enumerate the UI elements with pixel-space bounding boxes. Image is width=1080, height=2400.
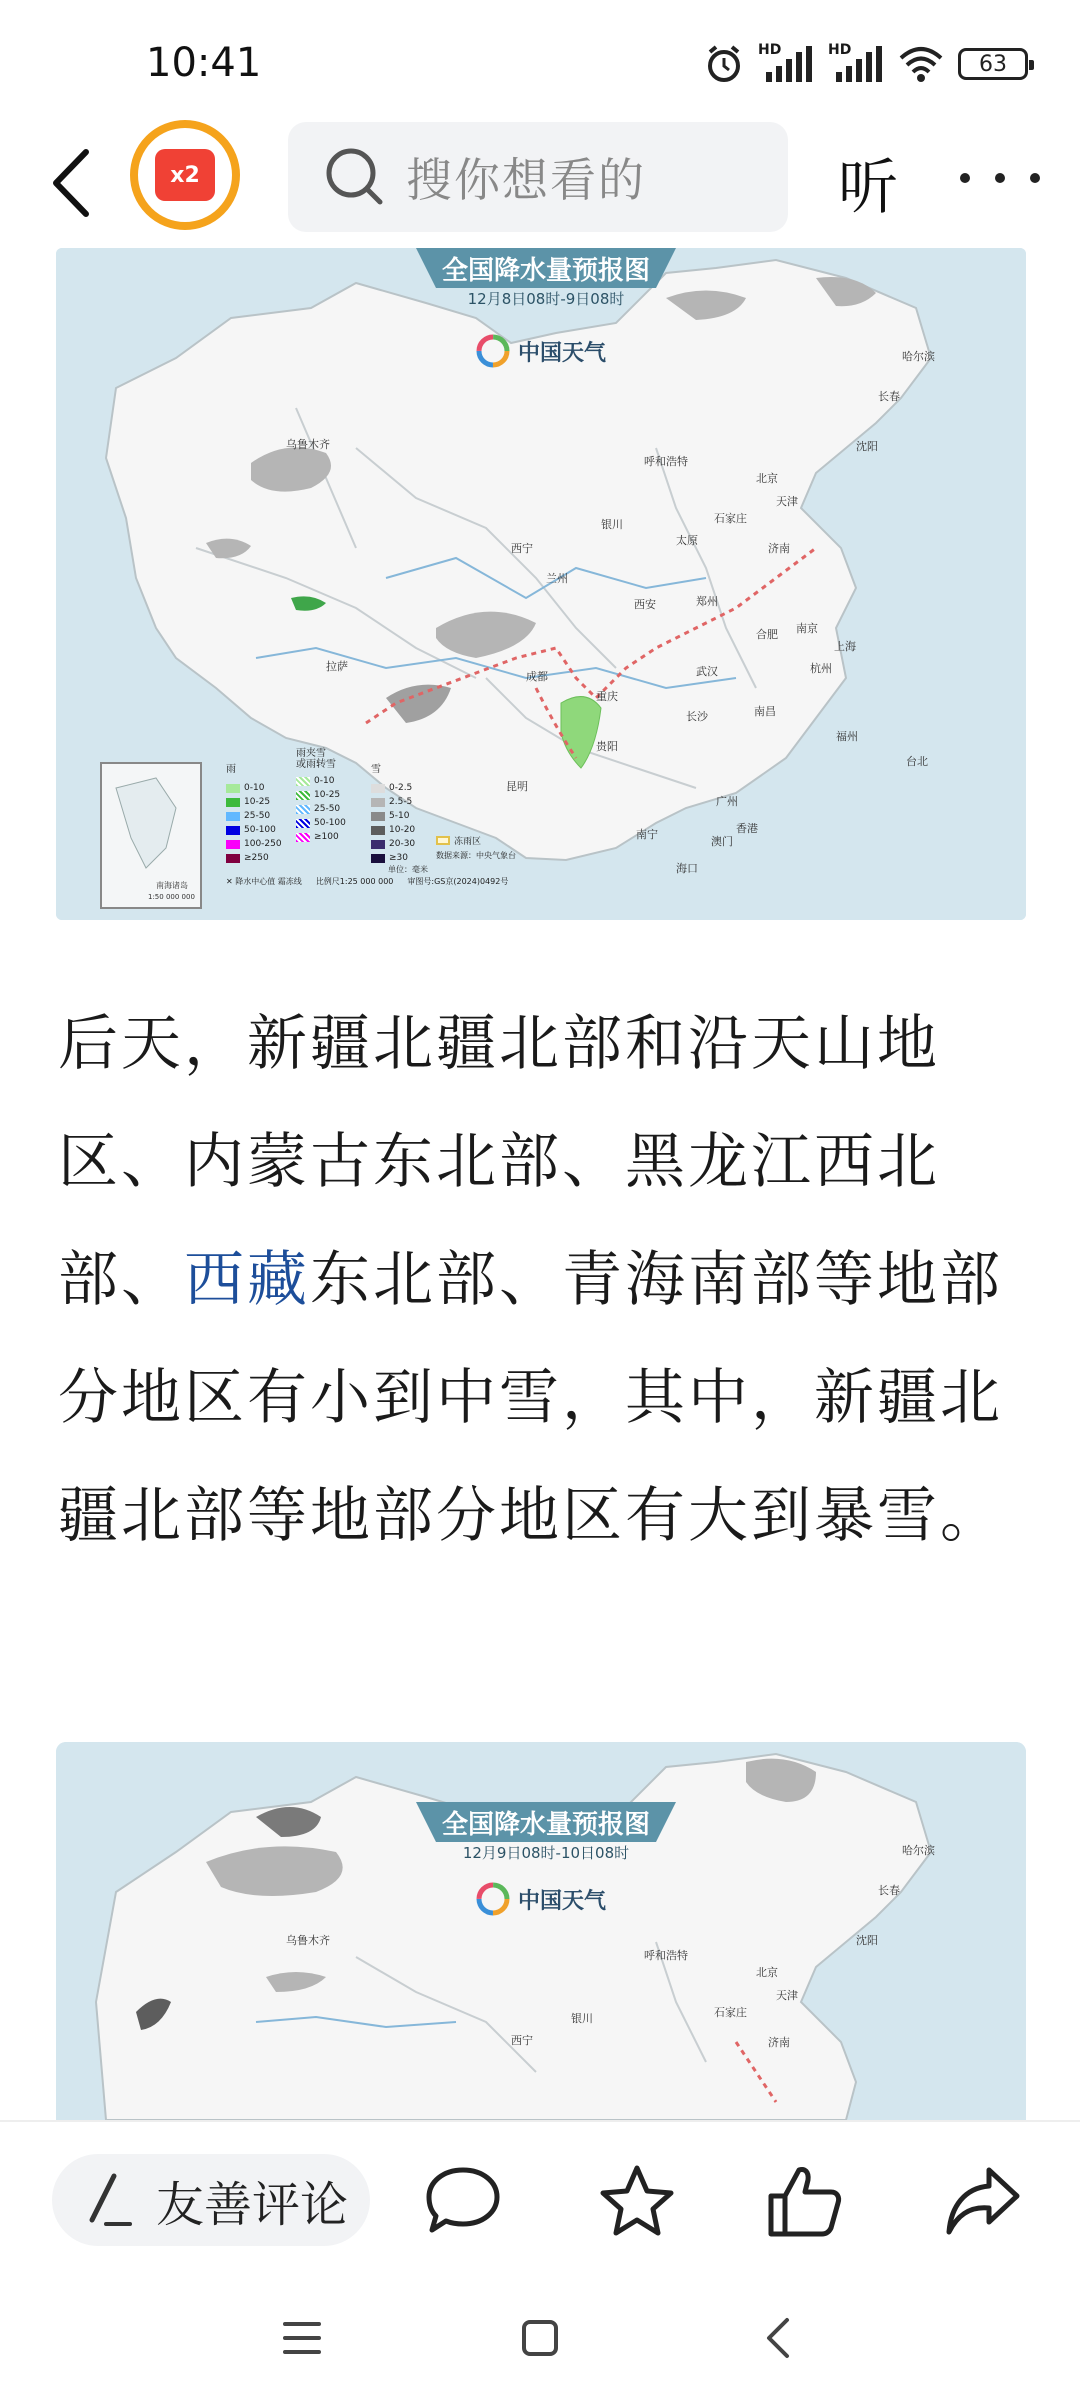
legend-item-label: 10-25	[314, 790, 341, 800]
article-paragraph	[58, 985, 1026, 1575]
pen-icon	[84, 2172, 134, 2228]
listen-button[interactable]: 听	[838, 153, 898, 223]
legend-item	[226, 781, 282, 795]
city-label: 呼和浩特	[644, 1949, 688, 1962]
city-label: 上海	[834, 640, 856, 653]
city-label: 呼和浩特	[644, 455, 688, 468]
legend-item-label: 10-20	[389, 825, 416, 835]
city-label: 海口	[676, 862, 698, 875]
comment-input-button[interactable]	[52, 2154, 370, 2246]
legend-item	[226, 823, 282, 837]
city-label: 北京	[756, 1966, 778, 1979]
city-label: 北京	[756, 472, 778, 485]
legend-swatch	[371, 840, 385, 849]
legend-mix-title: 雨夹雪 或雨转雪	[296, 748, 336, 770]
map1-inset-label: 南海诸岛	[156, 881, 188, 890]
legend-unit: 单位：毫米	[388, 865, 428, 874]
map1-review: 审图号:GS京(2024)0492号	[407, 877, 509, 886]
legend-swatch	[226, 854, 240, 863]
legend-swatch	[436, 836, 450, 845]
map2-date-range: 12月9日08时-10日08时	[462, 1844, 630, 1862]
system-nav-bar	[0, 2272, 1080, 2400]
legend-item	[226, 851, 282, 865]
city-label: 南宁	[636, 828, 658, 841]
city-label: 沈阳	[856, 1934, 878, 1947]
map1-brand-name: 中国天气	[518, 340, 607, 366]
reward-badge-button[interactable]	[130, 120, 240, 230]
city-label: 银川	[571, 2012, 593, 2025]
top-nav	[0, 118, 1080, 248]
legend-item-label: 0-2.5	[389, 783, 413, 793]
more-options-button[interactable]	[960, 138, 1040, 218]
city-label: 银川	[601, 518, 623, 531]
like-button[interactable]	[762, 2158, 848, 2244]
legend-item-label: 25-50	[314, 804, 341, 814]
chevron-left-icon	[48, 148, 92, 218]
more-dot	[995, 173, 1005, 183]
city-label: 昆明	[506, 780, 528, 793]
map1-date-range: 12月8日08时-9日08时	[467, 290, 625, 308]
signal-bars-icon	[828, 46, 884, 82]
legend-item	[371, 809, 415, 823]
legend-item-label: 0-10	[244, 783, 265, 793]
signal-2-hd: HD	[828, 42, 852, 58]
legend-item	[226, 837, 282, 851]
legend-snow-title: 雪	[371, 764, 381, 775]
signal-2	[828, 42, 884, 82]
city-label: 西宁	[511, 2034, 533, 2047]
home-button[interactable]	[510, 2308, 570, 2368]
city-label: 合肥	[756, 628, 778, 641]
star-icon	[597, 2162, 677, 2240]
status-time: 10:41	[146, 40, 262, 86]
legend-item	[226, 795, 282, 809]
forecast-map-image-2[interactable]	[56, 1742, 1026, 2120]
map1-title: 全国降水量预报图	[441, 256, 650, 286]
legend-snow-column	[371, 760, 415, 865]
city-label: 西安	[634, 598, 656, 611]
alarm-icon	[704, 44, 744, 84]
map2-title: 全国降水量预报图	[441, 1810, 650, 1840]
legend-rain-title: 雨	[226, 764, 236, 775]
article-text-after: 东北部、青海南部等地部分地区有小到中雪，其中，新疆北疆北部等地部分地区有大到暴雪。	[58, 1245, 1003, 1551]
signal-1	[758, 42, 814, 82]
city-label: 广州	[716, 795, 738, 808]
legend-item	[296, 830, 346, 844]
legend-item-label: 0-10	[314, 776, 335, 786]
search-input[interactable]	[288, 122, 788, 232]
map1-scale: 比例尺1:25 000 000	[315, 877, 394, 886]
share-button[interactable]	[940, 2158, 1026, 2244]
legend-item	[296, 788, 346, 802]
recent-apps-button[interactable]	[272, 2308, 332, 2368]
legend-swatch	[296, 833, 310, 842]
city-label: 石家庄	[714, 2006, 747, 2019]
legend-mix-column	[296, 748, 346, 844]
legend-rain-column	[226, 760, 282, 865]
forecast-map-image-1[interactable]	[56, 248, 1026, 920]
legend-swatch	[226, 798, 240, 807]
legend-source: 数据来源：中央气象台	[436, 851, 516, 860]
menu-icon	[281, 2318, 323, 2358]
city-label: 香港	[736, 822, 758, 835]
legend-swatch	[226, 826, 240, 835]
city-label: 哈尔滨	[902, 350, 935, 363]
map2-brand-name: 中国天气	[518, 1888, 607, 1914]
city-label: 哈尔滨	[902, 1844, 935, 1857]
comment-input-label: 友善评论	[156, 2176, 349, 2233]
article-text-before: 后天，新疆北疆北部和沿天山地区、内蒙古东北部、黑龙江西北部、	[58, 1009, 940, 1315]
city-label: 长春	[878, 390, 900, 403]
city-label: 济南	[768, 542, 790, 555]
city-label: 郑州	[696, 595, 718, 608]
more-dot	[1030, 173, 1040, 183]
legend-item	[296, 816, 346, 830]
city-label: 乌鲁木齐	[286, 1934, 330, 1947]
legend-item-label: 100-250	[244, 839, 282, 849]
legend-swatch	[371, 784, 385, 793]
map1-notes: ✕ 降水中心值 霜冻线	[226, 877, 302, 886]
bottom-action-bar	[0, 2120, 1080, 2272]
article-link-xizang[interactable]: 西藏	[184, 1245, 310, 1315]
legend-swatch	[296, 791, 310, 800]
comment-button[interactable]	[420, 2158, 506, 2244]
more-dot	[960, 173, 970, 183]
battery-icon	[958, 48, 1028, 80]
city-label: 太原	[676, 534, 698, 547]
status-bar	[0, 0, 1080, 128]
legend-item	[371, 837, 415, 851]
legend-item	[296, 774, 346, 788]
legend-item	[371, 795, 415, 809]
legend-item	[371, 823, 415, 837]
search-icon	[324, 146, 386, 208]
battery-level: 63	[979, 51, 1007, 77]
city-label: 重庆	[596, 690, 618, 703]
status-icons	[704, 44, 1028, 84]
map1-city-labels	[56, 248, 1026, 920]
city-label: 兰州	[546, 572, 568, 585]
city-label: 南昌	[754, 705, 776, 718]
share-icon	[943, 2164, 1023, 2238]
legend-item-label: 10-25	[244, 797, 271, 807]
legend-swatch	[226, 784, 240, 793]
legend-item-label: 2.5-5	[389, 797, 413, 807]
legend-swatch	[296, 805, 310, 814]
legend-freeze-label: 冻雨区	[454, 837, 482, 847]
city-label: 乌鲁木齐	[286, 438, 330, 451]
city-label: 拉萨	[326, 660, 348, 673]
legend-item-label: 50-100	[244, 825, 276, 835]
city-label: 长春	[878, 1884, 900, 1897]
map1-footer	[226, 876, 508, 887]
back-button[interactable]	[40, 138, 100, 228]
chevron-left-icon	[763, 2316, 793, 2360]
city-label: 贵阳	[596, 740, 618, 753]
legend-swatch	[371, 854, 385, 863]
legend-swatch	[226, 812, 240, 821]
legend-swatch	[371, 798, 385, 807]
legend-swatch	[371, 826, 385, 835]
search-placeholder: 搜你想看的	[406, 153, 646, 207]
map1-inset-scale: 1:50 000 000	[148, 893, 195, 901]
legend-swatch	[296, 777, 310, 786]
city-label: 成都	[526, 670, 548, 683]
legend-item-label: ≥250	[244, 853, 269, 863]
city-label: 西宁	[511, 542, 533, 555]
legend-item	[371, 851, 415, 865]
legend-item-label: ≥30	[389, 853, 408, 863]
city-label: 天津	[776, 495, 798, 508]
legend-item-label: 20-30	[389, 839, 416, 849]
legend-item	[371, 781, 415, 795]
city-label: 南京	[796, 622, 818, 635]
legend-item-label: 50-100	[314, 818, 346, 828]
legend-item	[226, 809, 282, 823]
wifi-icon	[898, 46, 944, 82]
thumbs-up-icon	[765, 2162, 845, 2240]
city-label: 济南	[768, 2036, 790, 2049]
system-back-button[interactable]	[748, 2308, 808, 2368]
legend-item	[296, 802, 346, 816]
legend-swatch	[371, 812, 385, 821]
city-label: 澳门	[711, 835, 733, 848]
city-label: 杭州	[810, 662, 832, 675]
city-label: 武汉	[696, 665, 718, 678]
legend-item-label: 25-50	[244, 811, 271, 821]
reward-badge-icon: x2	[155, 149, 215, 201]
legend-item-label: 5-10	[389, 811, 410, 821]
city-label: 长沙	[686, 710, 708, 723]
legend-swatch	[226, 840, 240, 849]
city-label: 福州	[836, 730, 858, 743]
legend-item-label: ≥100	[314, 832, 339, 842]
signal-bars-icon	[758, 46, 814, 82]
comment-icon	[423, 2164, 503, 2238]
map2-city-labels	[56, 1742, 1026, 2120]
city-label: 天津	[776, 1989, 798, 2002]
city-label: 台北	[906, 755, 928, 768]
legend-swatch	[296, 819, 310, 828]
city-label: 石家庄	[714, 512, 747, 525]
city-label: 沈阳	[856, 440, 878, 453]
legend-freeze	[436, 834, 481, 847]
favorite-button[interactable]	[594, 2158, 680, 2244]
signal-1-hd: HD	[758, 42, 782, 58]
square-icon	[520, 2318, 560, 2358]
